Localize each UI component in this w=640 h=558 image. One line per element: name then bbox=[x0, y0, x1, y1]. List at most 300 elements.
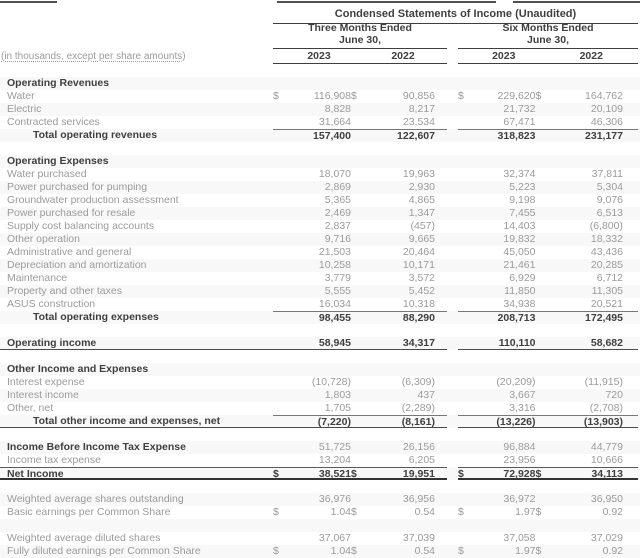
row-label: Total other income and expenses, net bbox=[0, 415, 273, 428]
group-gap bbox=[447, 155, 458, 168]
value-group-six-months bbox=[458, 272, 638, 285]
value-group-three-months bbox=[273, 207, 447, 220]
value-cell: 2,930 bbox=[408, 181, 435, 193]
value-cell: (11,915) bbox=[584, 376, 623, 388]
value-cell: (6,800) bbox=[589, 220, 623, 232]
value-cell: 34,113 bbox=[591, 468, 623, 480]
value-group-six-months bbox=[458, 155, 638, 168]
dollar-sign: $ bbox=[458, 90, 464, 102]
value-group-three-months bbox=[273, 233, 447, 246]
spacer-row bbox=[0, 350, 640, 363]
dollar-sign: $ bbox=[273, 506, 279, 518]
value-cell: (2,289) bbox=[401, 402, 435, 414]
group-gap bbox=[447, 363, 458, 376]
value-cell: 9,198 bbox=[509, 194, 536, 206]
value-cell: 5,223 bbox=[509, 181, 536, 193]
row-label: Operating Revenues bbox=[7, 77, 110, 89]
table-row bbox=[0, 90, 640, 103]
value-cell: 32,374 bbox=[503, 168, 536, 180]
dollar-sign: $ bbox=[535, 506, 542, 518]
value-cell: 23,956 bbox=[503, 454, 536, 466]
value-cell: 19,963 bbox=[402, 168, 435, 180]
in-thousands-note: (in thousands, except per share amounts) bbox=[1, 51, 186, 62]
value-group-three-months bbox=[273, 181, 447, 194]
value-cell: 51,725 bbox=[318, 441, 351, 453]
group-gap bbox=[447, 532, 458, 545]
row-label: Interest income bbox=[7, 389, 79, 401]
row-label: Power purchased for resale bbox=[7, 207, 136, 219]
spacer-row bbox=[0, 428, 640, 441]
value-group-three-months bbox=[273, 298, 447, 311]
table-row bbox=[0, 363, 640, 376]
group-gap bbox=[447, 402, 458, 415]
value-group-six-months bbox=[458, 415, 638, 428]
value-cell: 3,779 bbox=[324, 272, 351, 284]
group-gap bbox=[447, 298, 458, 311]
value-cell: 4,865 bbox=[408, 194, 435, 206]
value-cell: (10,728) bbox=[311, 376, 351, 388]
table-row bbox=[0, 77, 640, 90]
value-cell: 23,534 bbox=[402, 116, 435, 128]
value-group-six-months bbox=[458, 493, 638, 506]
table-row bbox=[0, 103, 640, 116]
table-row bbox=[0, 129, 640, 142]
value-cell: 67,471 bbox=[503, 116, 536, 128]
row-label: Water bbox=[7, 90, 35, 102]
value-cell: 34,317 bbox=[402, 337, 435, 349]
value-cell: 6,205 bbox=[408, 454, 435, 466]
value-cell: 0.92 bbox=[602, 506, 623, 518]
value-group-six-months bbox=[458, 532, 638, 545]
group-gap bbox=[447, 168, 458, 181]
dollar-sign: $ bbox=[351, 545, 357, 557]
dollar-sign: $ bbox=[458, 468, 464, 480]
value-group-three-months bbox=[273, 493, 447, 506]
value-group-three-months bbox=[273, 246, 447, 259]
value-cell: 58,682 bbox=[590, 337, 623, 349]
year-columns-group2 bbox=[458, 49, 638, 64]
value-group-six-months bbox=[458, 337, 638, 350]
value-cell: 14,403 bbox=[503, 220, 536, 232]
value-cell: 37,029 bbox=[590, 532, 623, 544]
row-label: Total operating revenues bbox=[33, 129, 158, 141]
value-group-three-months bbox=[273, 285, 447, 298]
value-cell: 37,039 bbox=[402, 532, 435, 544]
value-group-six-months bbox=[458, 168, 638, 181]
value-group-three-months bbox=[273, 545, 447, 558]
value-cell: (13,903) bbox=[583, 416, 623, 428]
value-cell: 5,365 bbox=[324, 194, 351, 206]
period-group-header-three-months bbox=[273, 23, 447, 49]
value-cell: 231,177 bbox=[585, 130, 623, 142]
row-label: Groundwater production assessment bbox=[7, 194, 179, 206]
value-group-six-months bbox=[458, 233, 638, 246]
table-row bbox=[0, 506, 640, 519]
year-columns-group1 bbox=[273, 49, 447, 64]
group-gap bbox=[447, 259, 458, 272]
value-cell: 172,495 bbox=[585, 312, 623, 324]
value-cell: 3,572 bbox=[408, 272, 435, 284]
value-cell: 18,332 bbox=[590, 233, 623, 245]
value-group-six-months bbox=[458, 454, 638, 467]
table-row bbox=[0, 194, 640, 207]
value-group-three-months bbox=[273, 415, 447, 428]
value-cell: 10,258 bbox=[318, 259, 351, 271]
value-cell: 26,156 bbox=[402, 441, 435, 453]
spacer-row bbox=[0, 324, 640, 337]
row-label: Administrative and general bbox=[7, 246, 132, 258]
value-cell: 98,455 bbox=[318, 312, 351, 324]
table-row bbox=[0, 376, 640, 389]
period-group-line2: June 30, bbox=[526, 33, 570, 46]
value-cell: 10,666 bbox=[590, 454, 623, 466]
value-cell: 318,823 bbox=[497, 130, 536, 142]
group-gap bbox=[447, 194, 458, 207]
value-group-six-months bbox=[458, 246, 638, 259]
table-row bbox=[0, 389, 640, 402]
row-label: Power purchased for pumping bbox=[7, 181, 148, 193]
value-cell: 164,762 bbox=[585, 90, 623, 102]
value-group-six-months bbox=[458, 545, 638, 558]
table-row bbox=[0, 155, 640, 168]
value-cell: 5,304 bbox=[596, 181, 623, 193]
value-cell: (457) bbox=[410, 220, 435, 232]
group-gap bbox=[447, 467, 458, 480]
table-row bbox=[0, 337, 640, 350]
row-label: Income tax expense bbox=[7, 454, 101, 466]
value-group-three-months bbox=[273, 467, 447, 480]
value-group-six-months bbox=[458, 103, 638, 116]
value-group-three-months bbox=[273, 376, 447, 389]
table-row bbox=[0, 116, 640, 129]
value-group-three-months bbox=[273, 311, 447, 324]
value-group-three-months bbox=[273, 90, 447, 103]
value-group-six-months bbox=[458, 90, 638, 103]
group-gap bbox=[447, 285, 458, 298]
value-cell: (20,209) bbox=[496, 376, 536, 388]
value-group-three-months bbox=[273, 337, 447, 350]
value-cell: 16,034 bbox=[318, 298, 351, 310]
group-gap bbox=[447, 441, 458, 454]
value-cell: 36,972 bbox=[503, 493, 536, 505]
value-cell: 1,803 bbox=[324, 389, 351, 401]
value-cell: 157,400 bbox=[313, 130, 351, 142]
dollar-sign: $ bbox=[273, 545, 279, 557]
value-cell: 43,436 bbox=[590, 246, 623, 258]
value-cell: 72,928 bbox=[503, 468, 536, 480]
dollar-sign: $ bbox=[351, 468, 357, 480]
table-row bbox=[0, 220, 640, 233]
value-cell: 7,455 bbox=[509, 207, 536, 219]
value-group-six-months bbox=[458, 194, 638, 207]
value-cell: 58,945 bbox=[318, 337, 351, 349]
value-cell: 20,109 bbox=[590, 103, 623, 115]
dollar-sign: $ bbox=[273, 90, 279, 102]
row-label: Other, net bbox=[7, 402, 54, 414]
value-cell: 18,070 bbox=[318, 168, 351, 180]
value-cell: 45,050 bbox=[503, 246, 536, 258]
value-group-six-months bbox=[458, 129, 638, 142]
group-gap bbox=[447, 207, 458, 220]
group-gap bbox=[447, 272, 458, 285]
value-cell: 0.54 bbox=[414, 506, 435, 518]
row-label: Interest expense bbox=[7, 376, 85, 388]
value-cell: 0.92 bbox=[602, 545, 623, 557]
value-cell: (13,226) bbox=[496, 416, 536, 428]
group-gap bbox=[447, 493, 458, 506]
value-group-three-months bbox=[273, 194, 447, 207]
row-label: Other operation bbox=[7, 233, 80, 245]
spacer-row bbox=[0, 142, 640, 155]
value-cell: 5,555 bbox=[324, 285, 351, 297]
value-group-three-months bbox=[273, 155, 447, 168]
value-group-three-months bbox=[273, 441, 447, 454]
value-cell: 1,347 bbox=[408, 207, 435, 219]
period-group-line2: June 30, bbox=[338, 33, 382, 46]
spacer-row bbox=[0, 519, 640, 532]
value-group-six-months bbox=[458, 285, 638, 298]
income-statement-table bbox=[0, 64, 640, 558]
group-gap bbox=[447, 246, 458, 259]
value-group-six-months bbox=[458, 298, 638, 311]
value-group-three-months bbox=[273, 129, 447, 142]
value-cell: 1.04 bbox=[330, 506, 351, 518]
value-cell: 36,976 bbox=[318, 493, 351, 505]
value-cell: 31,664 bbox=[318, 116, 351, 128]
value-cell: 437 bbox=[417, 389, 435, 401]
group-gap bbox=[447, 77, 458, 90]
value-cell: 208,713 bbox=[497, 312, 536, 324]
value-group-three-months bbox=[273, 454, 447, 467]
value-cell: 8,217 bbox=[408, 103, 435, 115]
value-cell: 10,318 bbox=[402, 298, 435, 310]
group-gap bbox=[447, 454, 458, 467]
year-column-header: 2023 bbox=[492, 50, 516, 62]
value-cell: 21,461 bbox=[503, 259, 536, 271]
dollar-sign: $ bbox=[535, 545, 542, 557]
row-label: Net Income bbox=[0, 467, 273, 480]
value-group-six-months bbox=[458, 363, 638, 376]
value-group-six-months bbox=[458, 441, 638, 454]
dollar-sign: $ bbox=[351, 90, 357, 102]
group-gap bbox=[447, 103, 458, 116]
row-label: Contracted services bbox=[7, 116, 100, 128]
group-gap bbox=[447, 233, 458, 246]
value-cell: 37,811 bbox=[591, 168, 623, 180]
value-cell: 20,285 bbox=[590, 259, 623, 271]
statement-header bbox=[0, 0, 640, 64]
dollar-sign: $ bbox=[535, 90, 542, 102]
row-label: Water purchased bbox=[7, 168, 87, 180]
spacer-row bbox=[0, 480, 640, 493]
value-cell: 3,667 bbox=[509, 389, 536, 401]
period-group-line1: Three Months Ended bbox=[308, 22, 412, 34]
divider-fragment bbox=[513, 1, 640, 3]
value-cell: 8,828 bbox=[324, 103, 351, 115]
value-cell: 38,521 bbox=[318, 468, 351, 480]
value-group-six-months bbox=[458, 376, 638, 389]
table-row bbox=[0, 285, 640, 298]
value-cell: 21,732 bbox=[503, 103, 536, 115]
year-column-header: 2023 bbox=[307, 50, 331, 62]
group-gap bbox=[447, 415, 458, 428]
value-cell: 21,503 bbox=[318, 246, 351, 258]
value-cell: (2,708) bbox=[589, 402, 623, 414]
row-label: Total operating expenses bbox=[33, 311, 159, 323]
value-cell: 9,076 bbox=[596, 194, 623, 206]
table-row bbox=[0, 415, 640, 428]
value-group-three-months bbox=[273, 389, 447, 402]
group-gap bbox=[447, 389, 458, 402]
dollar-sign: $ bbox=[458, 506, 464, 518]
value-cell: 11,850 bbox=[504, 285, 536, 297]
row-label: Property and other taxes bbox=[7, 285, 122, 297]
value-group-three-months bbox=[273, 103, 447, 116]
value-cell: 46,306 bbox=[590, 116, 623, 128]
value-group-six-months bbox=[458, 116, 638, 129]
group-gap bbox=[447, 90, 458, 103]
dollar-sign: $ bbox=[535, 468, 542, 480]
value-group-three-months bbox=[273, 532, 447, 545]
value-cell: 36,950 bbox=[590, 493, 623, 505]
group-gap bbox=[447, 116, 458, 129]
divider-fragment bbox=[0, 1, 57, 3]
row-label: Supply cost balancing accounts bbox=[7, 220, 155, 232]
value-group-six-months bbox=[458, 389, 638, 402]
value-group-six-months bbox=[458, 467, 638, 480]
value-cell: 110,110 bbox=[498, 337, 536, 349]
value-group-six-months bbox=[458, 207, 638, 220]
value-cell: 96,884 bbox=[503, 441, 536, 453]
value-cell: 36,956 bbox=[402, 493, 435, 505]
value-cell: 2,837 bbox=[324, 220, 351, 232]
value-cell: 44,779 bbox=[590, 441, 623, 453]
value-cell: 1,705 bbox=[324, 402, 351, 414]
value-cell: 2,469 bbox=[324, 207, 351, 219]
value-group-six-months bbox=[458, 311, 638, 324]
value-group-six-months bbox=[458, 402, 638, 415]
value-group-three-months bbox=[273, 506, 447, 519]
table-row bbox=[0, 298, 640, 311]
value-group-six-months bbox=[458, 259, 638, 272]
group-gap bbox=[447, 545, 458, 558]
value-cell: 37,058 bbox=[503, 532, 536, 544]
row-label: Depreciation and amortization bbox=[7, 259, 147, 271]
value-group-three-months bbox=[273, 259, 447, 272]
value-cell: 1.97 bbox=[515, 506, 536, 518]
value-group-three-months bbox=[273, 402, 447, 415]
table-row bbox=[0, 454, 640, 467]
group-gap bbox=[447, 181, 458, 194]
statement-title: Condensed Statements of Income (Unaudited) bbox=[273, 4, 638, 24]
value-cell: 10,171 bbox=[402, 259, 435, 271]
row-label: Electric bbox=[7, 103, 42, 115]
value-cell: 6,712 bbox=[596, 272, 623, 284]
value-group-three-months bbox=[273, 168, 447, 181]
value-group-three-months bbox=[273, 363, 447, 376]
value-cell: 20,464 bbox=[402, 246, 435, 258]
value-cell: 3,316 bbox=[509, 402, 536, 414]
dollar-sign: $ bbox=[273, 468, 279, 480]
value-cell: 1.97 bbox=[515, 545, 536, 557]
dollar-sign: $ bbox=[458, 545, 464, 557]
value-cell: 88,290 bbox=[402, 312, 435, 324]
value-group-six-months bbox=[458, 77, 638, 90]
value-group-six-months bbox=[458, 220, 638, 233]
value-cell: 6,929 bbox=[509, 272, 536, 284]
value-cell: 5,452 bbox=[408, 285, 435, 297]
table-row bbox=[0, 181, 640, 194]
value-group-six-months bbox=[458, 181, 638, 194]
value-cell: 0.54 bbox=[414, 545, 435, 557]
value-cell: 11,305 bbox=[591, 285, 623, 297]
table-row bbox=[0, 207, 640, 220]
value-cell: 229,620 bbox=[497, 90, 536, 102]
table-row bbox=[0, 272, 640, 285]
value-cell: 122,607 bbox=[397, 130, 435, 142]
value-cell: 9,716 bbox=[324, 233, 351, 245]
divider-fragment bbox=[277, 1, 496, 3]
dollar-sign: $ bbox=[351, 506, 357, 518]
group-gap bbox=[447, 376, 458, 389]
table-row bbox=[0, 441, 640, 454]
value-cell: 13,204 bbox=[318, 454, 351, 466]
table-row bbox=[0, 545, 640, 558]
group-gap bbox=[447, 220, 458, 233]
value-cell: (7,220) bbox=[317, 416, 351, 428]
table-row bbox=[0, 311, 640, 324]
year-column-header: 2022 bbox=[391, 50, 415, 62]
group-gap bbox=[447, 129, 458, 142]
row-label: Operating Expenses bbox=[7, 155, 109, 167]
value-cell: 2,869 bbox=[324, 181, 351, 193]
value-cell: 34,938 bbox=[503, 298, 536, 310]
table-row bbox=[0, 246, 640, 259]
spacer-row bbox=[0, 64, 640, 77]
table-row bbox=[0, 467, 640, 480]
value-cell: 720 bbox=[605, 389, 623, 401]
table-row bbox=[0, 168, 640, 181]
table-row bbox=[0, 259, 640, 272]
period-group-header-six-months bbox=[458, 23, 638, 49]
period-group-line1: Six Months Ended bbox=[502, 22, 594, 34]
value-cell: 37,067 bbox=[318, 532, 351, 544]
group-gap bbox=[447, 311, 458, 324]
group-gap bbox=[447, 337, 458, 350]
table-row bbox=[0, 402, 640, 415]
value-cell: 1.04 bbox=[330, 545, 351, 557]
value-group-three-months bbox=[273, 77, 447, 90]
table-row bbox=[0, 233, 640, 246]
row-label: Operating income bbox=[0, 337, 273, 350]
row-label: Weighted average shares outstanding bbox=[7, 493, 184, 505]
value-group-three-months bbox=[273, 116, 447, 129]
row-label: Fully diluted earnings per Common Share bbox=[7, 545, 201, 557]
table-row bbox=[0, 493, 640, 506]
row-label: Income Before Income Tax Expense bbox=[7, 441, 186, 453]
row-label: Other Income and Expenses bbox=[7, 363, 149, 375]
row-label: Maintenance bbox=[7, 272, 68, 284]
value-cell: 9,665 bbox=[408, 233, 435, 245]
value-cell: (6,309) bbox=[401, 376, 435, 388]
value-cell: 6,513 bbox=[596, 207, 623, 219]
cropped-top-rule bbox=[0, 0, 640, 4]
group-gap bbox=[447, 506, 458, 519]
row-label: Basic earnings per Common Share bbox=[7, 506, 171, 518]
value-group-three-months bbox=[273, 220, 447, 233]
value-cell: 20,521 bbox=[590, 298, 623, 310]
year-column-header: 2022 bbox=[579, 50, 603, 62]
